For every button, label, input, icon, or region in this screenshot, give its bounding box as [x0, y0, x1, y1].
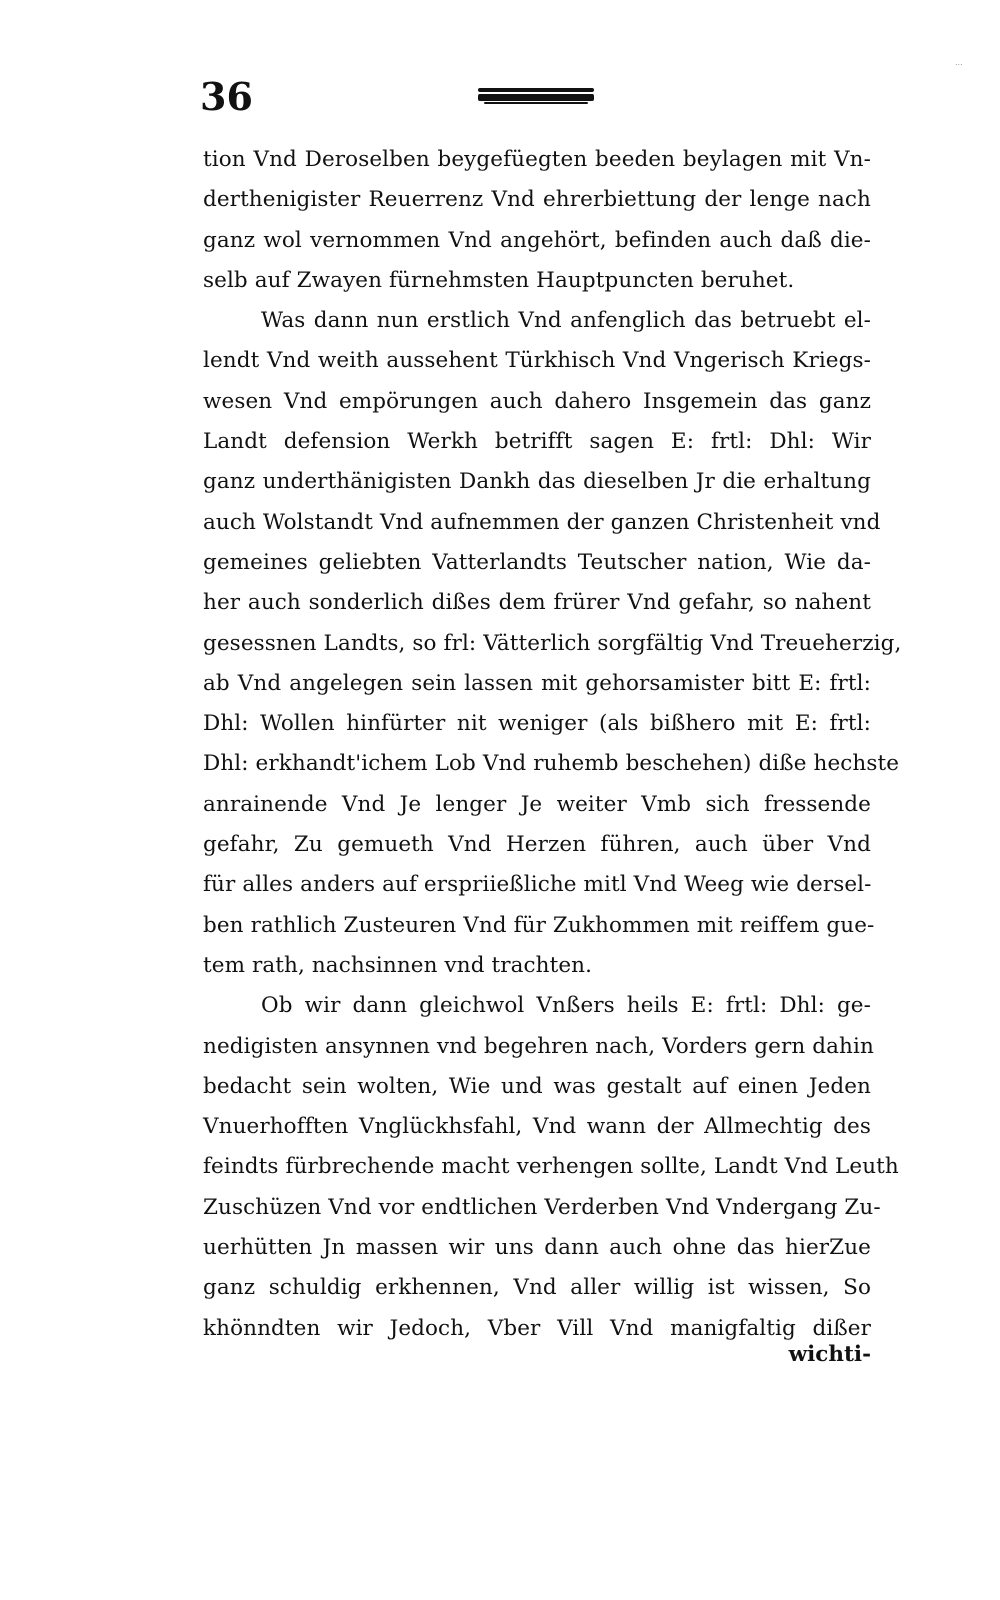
catchword: wichti- [788, 1342, 871, 1367]
text-line: wesen Vnd empörungen auch dahero Insgemein das ganz [203, 388, 871, 414]
text-line: bedacht sein wolten, Wie und was gestalt auf einen Jeden [203, 1073, 871, 1099]
text-line: Dhl: erkhandt'ichem Lob Vnd ruhemb beschehen) diße hechste [203, 751, 900, 777]
text-line: tem rath, nachsinnen vnd trachten. [203, 952, 593, 978]
page-number: 36 [200, 74, 253, 119]
text-line: auch Wolstandt Vnd aufnemmen der ganzen Christenheit vnd [203, 509, 881, 535]
text-line: selb auf Zwayen fürnehmsten Hauptpuncten beruhet. [203, 267, 795, 293]
text-line: gesessnen Landts, so frl: Vätterlich sorgfältig Vnd Treueherzig, [203, 630, 902, 656]
text-line: khönndten wir Jedoch, Vber Vill Vnd manigfaltig dißer [203, 1315, 871, 1341]
text-line: Landt defension Werkh betrifft sagen E: frtl: Dhl: Wir [203, 429, 871, 455]
text-line: für alles anders auf erspriießliche mitl Vnd Weeg wie dersel- [203, 872, 872, 898]
ornament-bar-top [478, 88, 594, 92]
body-text [203, 140, 902, 1349]
text-line: Ob wir dann gleichwol Vnßers heils E: frtl: Dhl: ge- [261, 993, 871, 1019]
text-line: her auch sonderlich dißes dem frürer Vnd gefahr, so nahent [203, 590, 871, 616]
text-line: Zuschüzen Vnd vor endtlichen Verderben Vnd Vndergang Zu- [203, 1194, 881, 1220]
text-line: lendt Vnd weith aussehent Türkhisch Vnd Vngerisch Kriegs- [203, 348, 871, 374]
ornament-bar-bottom [484, 102, 588, 104]
text-line: uerhütten Jn massen wir uns dann auch ohne das hierZue [203, 1235, 871, 1261]
header-ornament-rule [478, 88, 594, 104]
text-line: anrainende Vnd Je lenger Je weiter Vmb sich fressende [203, 791, 871, 817]
text-line: gefahr, Zu gemueth Vnd Herzen führen, auch über Vnd [203, 832, 871, 858]
text-line: Vnuerhofften Vnglückhsfahl, Vnd wann der Allmechtig des [203, 1114, 871, 1140]
text-line: ganz schuldig erkhennen, Vnd aller willig ist wissen, So [203, 1275, 871, 1301]
text-line: Was dann nun erstlich Vnd anfenglich das betruebt el- [261, 308, 871, 334]
text-line: gemeines geliebten Vatterlandts Teutscher nation, Wie da- [203, 549, 871, 575]
text-line: feindts fürbrechende macht verhengen sollte, Landt Vnd Leuth [203, 1154, 899, 1180]
text-line: ganz underthänigisten Dankh das dieselben Jr die erhaltung [203, 469, 871, 495]
text-line: ben rathlich Zusteuren Vnd für Zukhommen mit reiffem gue- [203, 912, 875, 938]
text-line: ganz wol vernommen Vnd angehört, befinden auch daß die- [203, 227, 871, 253]
text-line: ab Vnd angelegen sein lassen mit gehorsamister bitt E: frtl: [203, 670, 871, 696]
text-line: nedigisten ansynnen vnd begehren nach, Vorders gern dahin [203, 1033, 874, 1059]
text-line: Dhl: Wollen hinfürter nit weniger (als bißhero mit E: frtl: [203, 711, 871, 737]
text-line: tion Vnd Deroselben beygefüegten beeden beylagen mit Vn- [203, 147, 871, 172]
corner-mark: ... [955, 58, 963, 67]
ornament-bar-middle [478, 94, 594, 101]
text-line: derthenigister Reuerrenz Vnd ehrerbiettung der lenge nach [203, 187, 871, 213]
